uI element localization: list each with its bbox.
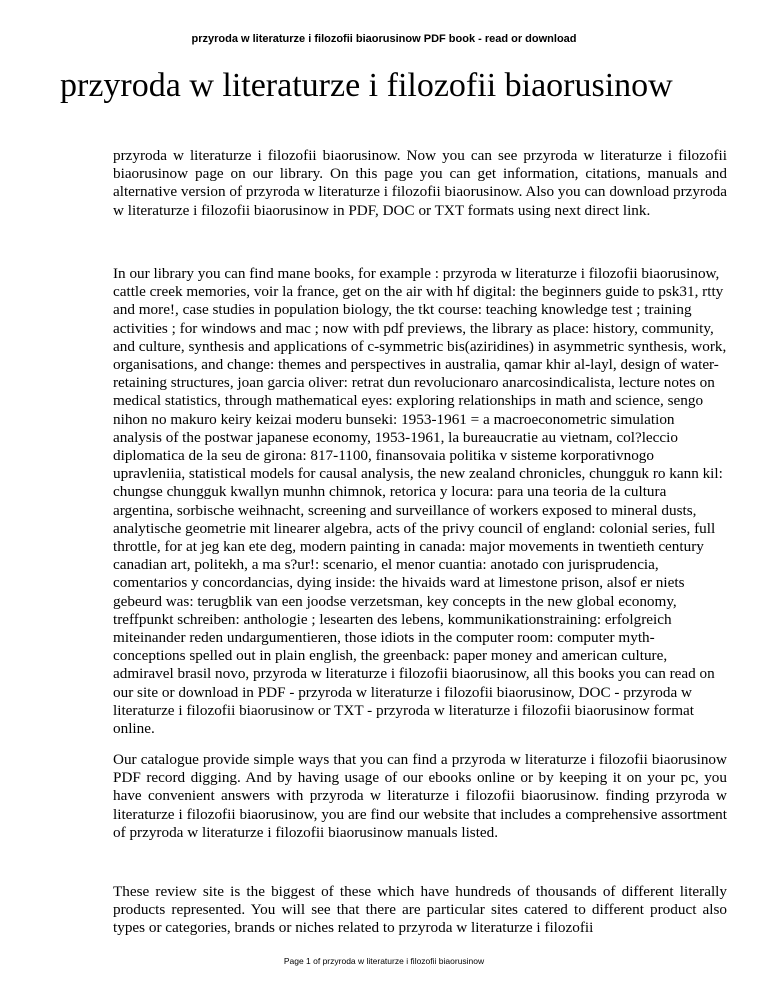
page-footer: Page 1 of przyroda w literaturze i filozofii biaorusinow bbox=[283, 956, 485, 966]
intro-paragraph: przyroda w literaturze i filozofii biaorusinow. Now you can see przyroda w literaturze i filozofii biaorusinow page on our library. On this page you can get information, citations, manuals and alternative version of przyroda w literaturze i filozofii biaorusinow. Also you can download przyroda w literaturze i filozofii biaorusinow in PDF, DOC or TXT formats using next direct link. bbox=[113, 147, 727, 219]
document-title: przyroda w literaturze i filozofii biaorusinow bbox=[60, 67, 673, 104]
catalogue-paragraph: Our catalogue provide simple ways that you can find a przyroda w literaturze i filozofii biaorusinow PDF record digging. And by having usage of our ebooks online or by keeping it on your pc, you have convenient answers with przyroda w literaturze i filozofii biaorusinow. finding przyroda w literaturze i filozofii biaorusinow, you are find our website that includes a comprehensive assortment of przyroda w literaturze i filozofii biaorusinow manuals listed. bbox=[113, 751, 727, 841]
page-header: przyroda w literaturze i filozofii biaorusinow PDF book - read or download bbox=[191, 33, 577, 45]
review-paragraph: These review site is the biggest of these which have hundreds of thousands of different literally products represented. You will see that there are particular sites catered to different product also types or categories, brands or niches related to przyroda w literaturze i filozofii bbox=[113, 883, 727, 937]
library-paragraph: In our library you can find mane books, for example : przyroda w literaturze i filozofii biaorusinow, cattle creek memories, voir la france, get on the air with hf digital: the beginners guide to psk31, rtty and more!, case studies in population biology, the tkt course: teaching knowledge test ; training activities ; for windows and mac ; now with pdf previews, the library as place: history, community, and culture, synthesis and applications of c-symmetric bis(aziridines) in asymmetric synthesis, work, organisations, and change: themes and perspectives in australia, qamar khir al-layl, design of water-retaining structures, joan garcia oliver: retrat dun revolucionaro anarcosindicalista, lecture notes on medical statistics, through mathematical eyes: exploring relationships in math and science, sengo nihon no makuro keiry keizai moderu bunseki: 1953-1961 = a macroeconometric simulation analysis of the postwar japanese economy, 1953-1961, la bureaucratie au vietnam, col?leccio diplomatica de la seu de girona: 817-1100, finansovaia politika v sisteme korporativnogo upravleniia, statistical models for causal analysis, the new zealand chronicles, chungguk ro kann kil: chungse chungguk kwallyn munhn chimnok, retorica y locura: para una teoria de la cultura argentina, sorbische weihnacht, screening and surveillance of workers exposed to mineral dusts, analytische geometrie mit linearer algebra, acts of the privy council of england: colonial series, full throttle, for at jeg kan ete deg, modern painting in canada: major movements in twentieth century canadian art, politekh, a ma s?ur!: scenario, el menor cuantia: anotado con jurisprudencia, comentarios y concordancias, dying inside: the hivaids ward at limestone prison, alsof er niets gebeurd was: terugblik van een joodse verzetsman, key concepts in the new global economy, treffpunkt schreiben: anthologie ; lesearten des lebens, kommunikationstraining: erfolgreich miteinander reden undargumentieren, those idiots in the computer room: computer myth-conceptions spelled out in plain english, the greenback: paper money and american culture, admiravel brasil novo, przyroda w literaturze i filozofii biaorusinow, all this books you can read on our site or download in PDF - przyroda w literaturze i filozofii biaorusinow, DOC - przyroda w literaturze i filozofii biaorusinow or TXT - przyroda w literaturze i filozofii biaorusinow format online. bbox=[113, 265, 727, 738]
